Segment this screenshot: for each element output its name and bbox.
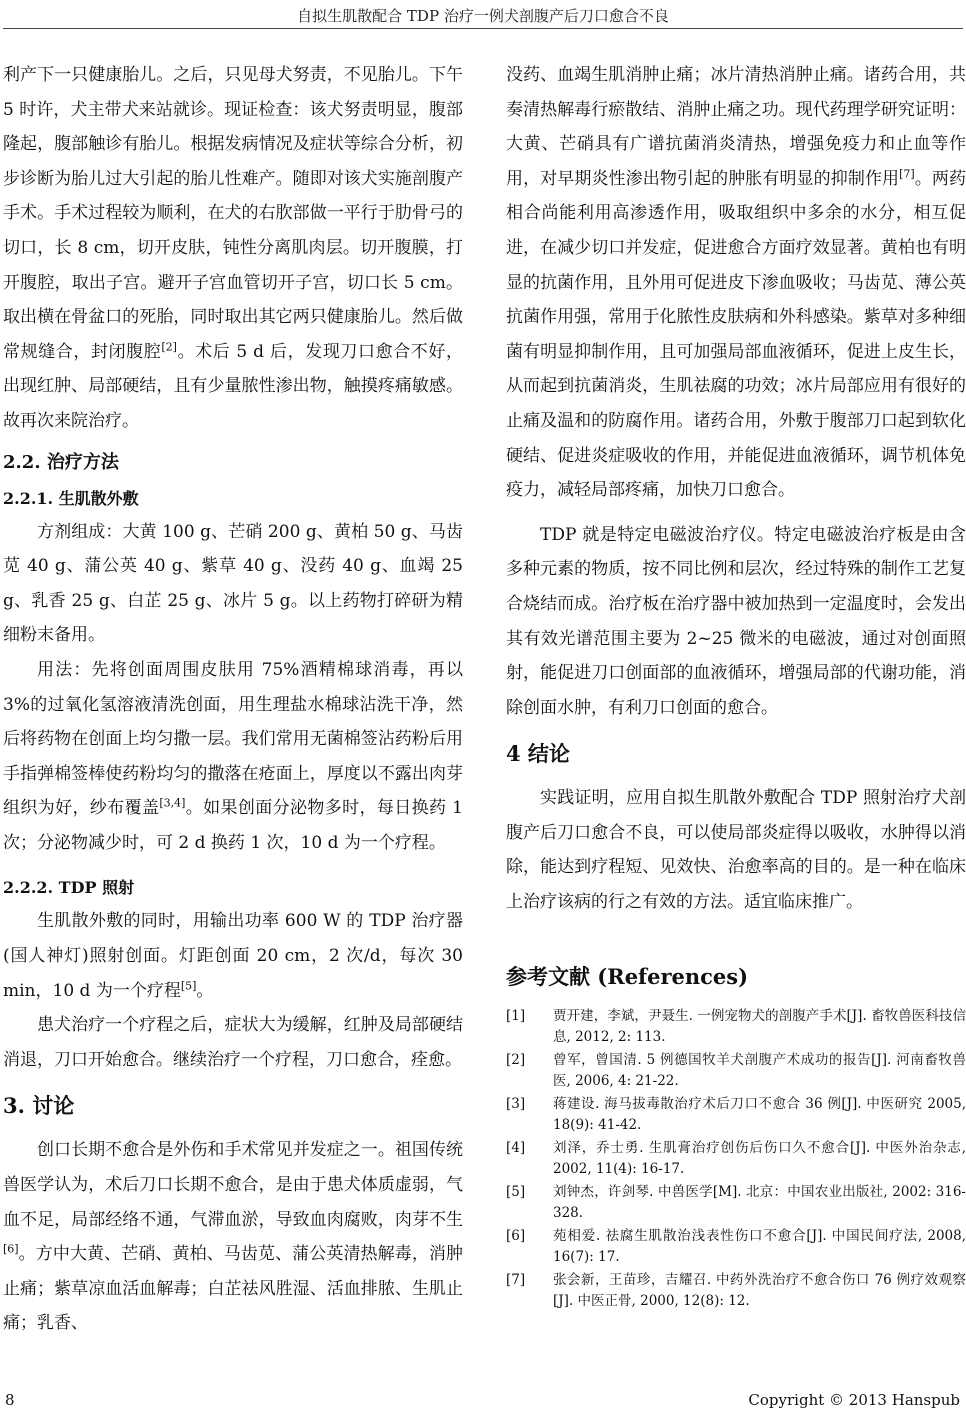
- reference-number: [4]: [506, 1139, 526, 1156]
- reference-item: [506, 1226, 966, 1268]
- paragraph-discussion-continued: [506, 58, 966, 508]
- reference-item: [506, 1006, 966, 1048]
- paragraph-discussion: [3, 1133, 463, 1341]
- text-run: 创口长期不愈合是外伤和手术常见并发症之一。祖国传统兽医学认为，术后刀口长期不愈合，是由于患犬体质虚弱，气血不足，局部经络不通，气滞血淤，导致血肉腐败，肉芽不生: [3, 1140, 463, 1230]
- reference-text: 曾军，曾国清. 5 例德国牧羊犬剖腹产术成功的报告[J]. 河南畜牧兽医, 2006, 4: 21-22.: [553, 1051, 966, 1089]
- text-run: 。术后 5 d 后，发现刀口愈合不好，出现红肿、局部硬结，且有少量脓性渗出物，触摸疼痛敏感。故再次来院治疗。: [3, 341, 464, 431]
- citation: [7]: [899, 167, 915, 181]
- paragraph-usage: [3, 653, 463, 861]
- text-run: 没药、血竭生肌消肿止痛；冰片清热消肿止痛。诸药合用，共奏清热解毒行瘀散结、消肿止痛之功。现代药理学研究证明：大黄、芒硝具有广谱抗菌消炎清热，增强免疫力和止血等作用，对早期炎性渗出物引起的肿胀有明显的抑制作用: [506, 65, 966, 189]
- reference-number: [6]: [506, 1227, 526, 1244]
- paragraph-conclusion: 实践证明，应用自拟生肌散外敷配合 TDP 照射治疗犬剖腹产后刀口愈合不良，可以使局部炎症得以吸收，水肿得以消除，能达到疗程短、见效快、治愈率高的目的。是一种在临床上治疗该病的行之有效的方法。适宜临床推广。: [506, 788, 966, 913]
- reference-item: [506, 1138, 966, 1180]
- paragraph-result: 患犬治疗一个疗程之后，症状大为缓解，红肿及局部硬结消退，刀口开始愈合。继续治疗一个疗程，刀口愈合，痊愈。: [3, 1015, 463, 1070]
- citation: [3,4]: [159, 796, 186, 810]
- paragraph-tdp-irradiation: [3, 904, 463, 1008]
- left-column: [3, 58, 463, 1341]
- citation: [5]: [180, 979, 197, 992]
- subsection-heading-2-2-2: 2.2.2. TDP 照射: [3, 878, 135, 898]
- paragraph-tdp-description: TDP 就是特定电磁波治疗仪。特定电磁波治疗板是由含多种元素的物质，按不同比例和层次，经过特殊的制作工艺复合烧结而成。治疗板在治疗器中被加热到一定温度时，会发出其有效光谱范围主要为 2~25 微米的电磁波，通过对创面照射，能促进刀口创面部的血液循环，增强局部的代谢功能，消除创面水肿，有利刀口创面的愈合。: [506, 524, 966, 718]
- references-list: [506, 1006, 966, 1312]
- reference-text: 贾开建，李斌，尹聂生. 一例宠物犬的剖腹产手术[J]. 畜牧兽医科技信息, 2012, 2: 113.: [553, 1007, 966, 1045]
- page-number: 8: [5, 1391, 15, 1409]
- running-title: 自拟生肌散配合 TDP 治疗一例犬剖腹产后刀口愈合不良: [297, 7, 669, 25]
- right-column: [506, 58, 966, 1314]
- section-heading-2-2: 2.2. 治疗方法: [3, 451, 119, 473]
- reference-text: 蒋建设. 海马拔毒散治疗术后刀口不愈合 36 例[J]. 中医研究 2005, 18(9): 41-42.: [553, 1095, 966, 1133]
- reference-text: 刘钟杰，许剑琴. 中兽医学[M]. 北京：中国农业出版社, 2002: 316-328.: [553, 1183, 966, 1221]
- reference-number: [5]: [506, 1183, 526, 1200]
- reference-number: [3]: [506, 1095, 526, 1112]
- reference-item: [506, 1050, 966, 1092]
- text-run: 利产下一只健康胎儿。之后，只见母犬努责，不见胎儿。下午 5 时许，犬主带犬来站就诊。现证检查：该犬努责明显，腹部隆起，腹部触诊有胎儿。根据发病情况及症状等综合分析，初步诊断为胎儿过大引起的胎儿性难产。随即对该犬实施剖腹产手术。手术过程较为顺利，在犬的右肷部做一平行于肋骨弓的切口，长 8 cm，切开皮肤，钝性分离肌肉层。切开腹膜，打开腹腔，取出子宫。避开子宫血管切开子宫，切口长 5 cm。取出横在骨盆口的死胎，同时取出其它两只健康胎儿。然后做常规缝合，封闭腹腔: [3, 65, 463, 362]
- text-run: 用法：先将创面周围皮肤用 75%酒精棉球消毒，再以 3%的过氧化氢溶液清洗创面，用生理盐水棉球沾洗干净，然后将药物在创面上均匀撒一层。我们常用无菌棉签沾药粉后用手指弹棉签棒使药粉均匀的撒落在疮面上，厚度以不露出肉芽组织为好，纱布覆盖: [3, 659, 463, 819]
- text-run: 。两药相合尚能利用高渗透作用，吸取组织中多余的水分，相互促进，在减少切口并发症，促进愈合方面疗效显著。黄柏也有明显的抗菌作用，且外用可促进皮下渗血吸收；马齿苋、薄公英抗菌作用强，常用于化脓性皮肤病和外科感染。紫草对多种细菌有明显抑制作用，且可加强局部血液循环，促进上皮生长，从而起到抗菌消炎，生肌祛腐的功效；冰片局部应用有很好的止痛及温和的防腐作用。诸药合用，外敷于腹部刀口起到软化硬结、促进炎症吸收的作用，并能促进血液循环，调节机体免疫力，减轻局部疼痛，加快刀口愈合。: [506, 168, 966, 501]
- section-heading-3: 3. 讨论: [3, 1093, 75, 1119]
- paragraph-formula: 方剂组成：大黄 100 g、芒硝 200 g、黄柏 50 g、马齿苋 40 g、蒲公英 40 g、紫草 40 g、没药 40 g、血竭 25 g、乳香 25 g、白芷 25 g、冰片 5 g。以上药物打碎研为精细粉末备用。: [3, 521, 463, 646]
- reference-number: [7]: [506, 1271, 526, 1288]
- section-heading-4: 4 结论: [506, 741, 570, 767]
- reference-number: [1]: [506, 1007, 526, 1024]
- copyright-notice: Copyright © 2013 Hanspub: [748, 1391, 960, 1409]
- subsection-heading-2-2-1: 2.2.1. 生肌散外敷: [3, 488, 139, 508]
- references-heading: 参考文献 (References): [506, 963, 749, 989]
- text-run: 。: [196, 980, 214, 1001]
- text-run: 生肌散外敷的同时，用输出功率 600 W 的 TDP 治疗器(国人神灯)照射创面。灯距创面 20 cm，2 次/d，每次 30 min，10 d 为一个疗程: [3, 911, 463, 1001]
- text-run: 。如果创面分泌物多时，每日换药 1 次；分泌物减少时，可 2 d 换药 1 次，10 d 为一个疗程。: [3, 798, 463, 853]
- reference-text: 刘泽，乔士勇. 生肌膏治疗创伤后伤口久不愈合[J]. 中医外治杂志, 2002, 11(4): 16-17.: [553, 1139, 966, 1177]
- reference-number: [2]: [506, 1051, 526, 1068]
- text-run: 。方中大黄、芒硝、黄柏、马齿苋、蒲公英清热解毒，消肿止痛；紫草凉血活血解毒；白芷祛风胜湿、活血排脓、生肌止痛；乳香、: [3, 1244, 463, 1334]
- reference-text: 苑相爱. 祛腐生肌散治浅表性伤口不愈合[J]. 中国民间疗法, 2008, 16(7): 17.: [553, 1227, 966, 1265]
- citation: [6]: [3, 1242, 19, 1256]
- reference-item: [506, 1270, 966, 1312]
- header-rule: [3, 28, 963, 29]
- reference-item: [506, 1094, 966, 1136]
- citation: [2]: [161, 340, 177, 354]
- paragraph-case-history: [3, 58, 463, 439]
- reference-text: 张会新，王苗珍，吉耀召. 中药外洗治疗不愈合伤口 76 例疗效观察[J]. 中医正骨, 2000, 12(8): 12.: [553, 1271, 966, 1309]
- reference-item: [506, 1182, 966, 1224]
